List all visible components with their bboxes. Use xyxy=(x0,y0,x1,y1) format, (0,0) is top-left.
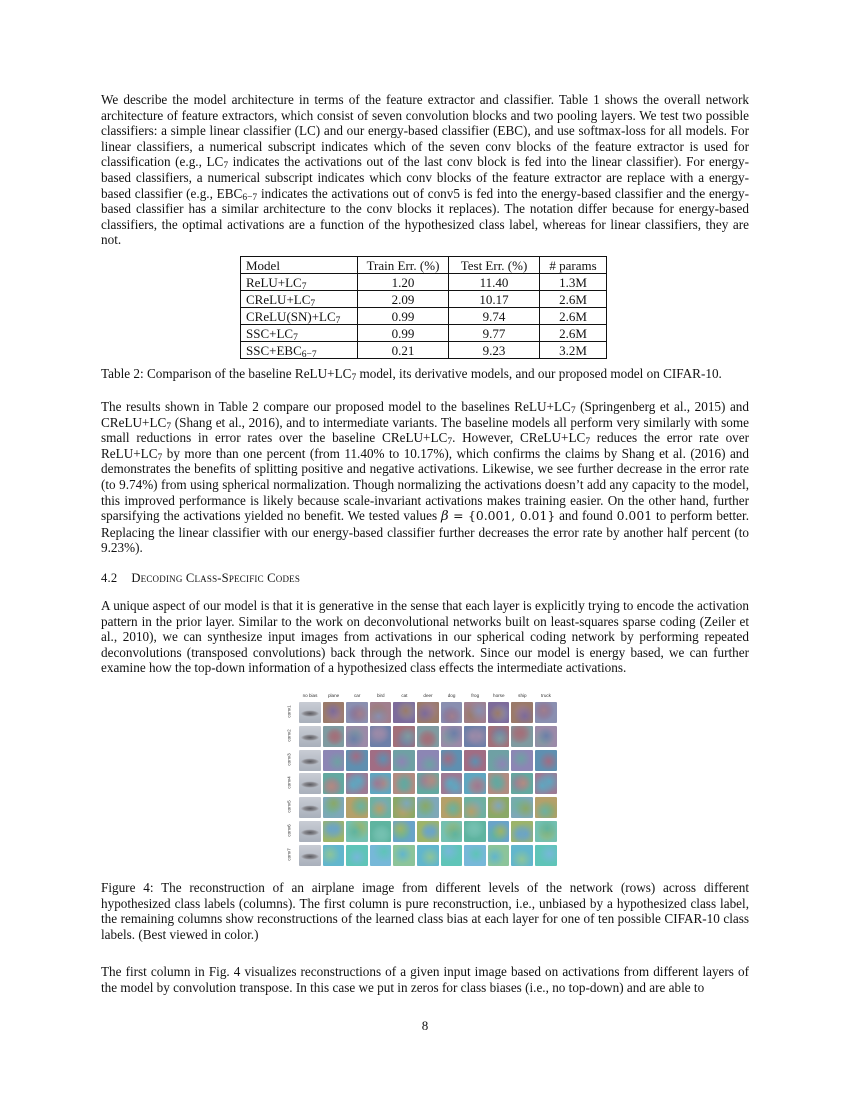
section-title: Decoding Class-Specific Codes xyxy=(131,571,301,585)
reconstruction-thumbnail xyxy=(393,773,415,794)
figure-column-label: cat xyxy=(401,693,408,698)
table-cell-params: 2.6M xyxy=(540,325,607,342)
figure-caption: Figure 4: The reconstruction of an airplane image from different levels of the network (rows) across different hypothesized class labels (columns). The first column is pure reconstruction, i.e., unbiased by a hypothesized class label, the remaining columns show reconstructions of the learned class bias at each layer for one of ten possible CIFAR-10 class labels. (Best viewed in color.) xyxy=(101,880,749,942)
reconstruction-thumbnail xyxy=(299,845,321,866)
table-cell-model xyxy=(241,325,358,342)
math-beta: β xyxy=(440,509,449,525)
subscript: 7 xyxy=(570,406,576,416)
table-cell-params: 1.3M xyxy=(540,274,607,291)
text-span: . However, CReLU+LC xyxy=(452,430,586,446)
reconstruction-thumbnail xyxy=(535,797,557,818)
table-header-train-err: Train Err. (%) xyxy=(358,257,449,274)
reconstruction-thumbnail xyxy=(346,726,368,747)
reconstruction-thumbnail xyxy=(323,750,345,771)
reconstruction-thumbnail xyxy=(346,773,368,794)
section-number: 4.2 xyxy=(101,571,118,585)
table-row xyxy=(241,291,607,308)
reconstruction-thumbnail xyxy=(441,726,463,747)
figure-column-label: bird xyxy=(376,693,385,698)
reconstruction-thumbnail xyxy=(346,845,368,866)
reconstruction-thumbnail xyxy=(346,750,368,771)
reconstruction-thumbnail xyxy=(417,773,439,794)
section-heading xyxy=(101,571,300,586)
reconstruction-thumbnail xyxy=(323,726,345,747)
reconstruction-thumbnail xyxy=(488,821,510,842)
table-cell-model xyxy=(241,342,358,359)
reconstruction-thumbnail xyxy=(464,773,486,794)
reconstruction-thumbnail xyxy=(535,821,557,842)
table-cell-params: 2.6M xyxy=(540,291,607,308)
text-span: indicates the activations out of conv5 is fed into the energy-based classifier and the energy-based classifier has a similar architecture to the conv blocks it replaces). The notation differ because for energy-based classifiers, the optimal activations are a function of the hypothesized class label, whereas for linear classifiers, they are not. xyxy=(101,185,749,248)
table-cell-test: 9.23 xyxy=(449,342,540,359)
table-cell-params: 3.2M xyxy=(540,342,607,359)
text-span: and found xyxy=(555,508,617,524)
paragraph-results xyxy=(101,399,749,556)
math-value: 0.001 xyxy=(616,508,653,524)
model-subscript: 7 xyxy=(293,332,298,343)
text-span: by more than one percent (from 11.40% to 10.17%), which confirms the claims by Shang et al. (2016) and demonstrates the benefits of splitting positive and negative activations. Likewise, we see further decrease in the error rate (to 9.74%) from using spherical normalization. Though normalizing the activations doesn’t add any capacity to the model, this improved performance is likely because scale-invariant activations makes training easier. On the other hand, further sparsifying the activations yielded no benefit. We tested values xyxy=(101,445,749,524)
reconstruction-thumbnail xyxy=(346,821,368,842)
subscript: 7 xyxy=(351,373,357,383)
reconstruction-thumbnail xyxy=(441,845,463,866)
text-span: Table 2: Comparison of the baseline ReLU+LC xyxy=(101,366,352,381)
reconstruction-thumbnail xyxy=(370,750,392,771)
reconstruction-thumbnail xyxy=(441,821,463,842)
reconstruction-thumbnail xyxy=(417,702,439,723)
table-header-row xyxy=(241,257,607,274)
model-name: CReLU(SN)+LC xyxy=(246,308,336,324)
reconstruction-thumbnail xyxy=(323,845,345,866)
reconstruction-thumbnail xyxy=(441,702,463,723)
table-cell-train: 0.99 xyxy=(358,308,449,325)
subscript: 7 xyxy=(585,437,591,448)
figure-column-label: plane xyxy=(327,693,340,698)
reconstruction-thumbnail xyxy=(370,726,392,747)
reconstruction-thumbnail xyxy=(511,726,533,747)
reconstruction-thumbnail xyxy=(299,702,321,723)
reconstruction-thumbnail xyxy=(464,797,486,818)
table-cell-model xyxy=(241,274,358,291)
figure-column-label: dog xyxy=(447,693,456,698)
paragraph-decoding: A unique aspect of our model is that it is generative in the sense that each layer is explicitly trying to encode the activation pattern in the prior layer. Similar to the work on deconvolutional networks built on least-squares sparse coding (Zeiler et al., 2010), we can synthesize input images from activations in our spherical coding network by performing repeated deconvolutions (transposed convolutions) back through the network. Since our model is energy based, we can further examine how the top-down information of a hypothesized class effects the intermediate activations. xyxy=(101,598,749,676)
figure-row-label: conv7 xyxy=(286,848,292,861)
table-row xyxy=(241,308,607,325)
figure-row-label: conv6 xyxy=(286,824,292,837)
reconstruction-thumbnail xyxy=(299,750,321,771)
table-header-params: # params xyxy=(540,257,607,274)
reconstruction-thumbnail xyxy=(393,797,415,818)
figure-column-label: ship xyxy=(518,693,527,698)
figure-row-label: conv2 xyxy=(286,729,292,742)
reconstruction-thumbnail xyxy=(393,750,415,771)
figure-column-label: no bias xyxy=(302,693,318,698)
reconstruction-thumbnail xyxy=(370,821,392,842)
reconstruction-thumbnail xyxy=(535,702,557,723)
model-subscript: 7 xyxy=(310,298,316,309)
reconstruction-thumbnail xyxy=(535,845,557,866)
table-cell-test: 11.40 xyxy=(449,274,540,291)
reconstruction-thumbnail xyxy=(464,702,486,723)
model-subscript: 7 xyxy=(335,315,341,326)
math-values: = {0.001, 0.01} xyxy=(448,508,556,524)
reconstruction-thumbnail xyxy=(488,845,510,866)
reconstruction-thumbnail xyxy=(511,750,533,771)
reconstruction-thumbnail xyxy=(299,773,321,794)
table-header-test-err: Test Err. (%) xyxy=(449,257,540,274)
table-cell-train: 1.20 xyxy=(358,274,449,291)
model-name: ReLU+LC xyxy=(246,274,302,290)
reconstruction-thumbnail xyxy=(511,845,533,866)
text-span: We describe the model architecture in terms of the feature extractor and classifier. Table 1 shows the overall network architecture of feature extractors, which consist of seven convolution blocks and two pooling layers. We test two possible classifiers: a simple linear classifier (LC) and our energy-based classifier (EBC), and use softmax-loss for all models. For linear classifiers, a numerical subscript indicates which of the seven conv blocks of the feature extractor is used for classification (e.g., LC xyxy=(101,92,749,170)
reconstruction-thumbnail xyxy=(417,797,439,818)
text-span: The results shown in Table 2 compare our proposed model to the baselines ReLU+LC xyxy=(101,399,571,414)
text-span: reduces the error rate over ReLU+LC xyxy=(101,430,750,461)
reconstruction-thumbnail xyxy=(346,797,368,818)
reconstruction-thumbnail xyxy=(511,821,533,842)
reconstruction-thumbnail xyxy=(299,821,321,842)
table-cell-model xyxy=(241,308,358,325)
reconstruction-thumbnail xyxy=(535,773,557,794)
reconstruction-thumbnail xyxy=(417,750,439,771)
reconstruction-thumbnail xyxy=(535,750,557,771)
table-header-model: Model xyxy=(241,257,358,274)
subscript: 7 xyxy=(166,421,172,432)
reconstruction-thumbnail xyxy=(464,726,486,747)
reconstruction-thumbnail xyxy=(299,797,321,818)
reconstruction-thumbnail xyxy=(323,773,345,794)
model-name: CReLU+LC xyxy=(246,291,311,307)
reconstruction-thumbnail xyxy=(488,726,510,747)
text-span: (Shang et al., 2016), and to intermediate variants. The baseline models all perform very similarly with some small reductions in error rates over the baseline CReLU+LC xyxy=(101,414,749,446)
table-row xyxy=(241,342,607,359)
figure-reconstruction-grid xyxy=(285,693,561,869)
figure-column-label: frog xyxy=(471,693,480,698)
reconstruction-thumbnail xyxy=(323,797,345,818)
model-name: SSC+EBC xyxy=(246,342,302,358)
results-table xyxy=(240,256,607,359)
model-subscript: 6−7 xyxy=(301,349,317,360)
reconstruction-thumbnail xyxy=(441,773,463,794)
reconstruction-thumbnail xyxy=(417,845,439,866)
text-span: model, its derivative models, and our proposed model on CIFAR-10. xyxy=(356,366,722,381)
table-cell-train: 0.21 xyxy=(358,342,449,359)
figure-row-label: conv5 xyxy=(286,800,292,813)
model-name: SSC+LC xyxy=(246,325,294,341)
reconstruction-thumbnail xyxy=(370,773,392,794)
subscript: 7 xyxy=(447,437,453,448)
reconstruction-thumbnail xyxy=(417,821,439,842)
reconstruction-thumbnail xyxy=(488,797,510,818)
table-cell-test: 10.17 xyxy=(449,291,540,308)
reconstruction-thumbnail xyxy=(511,702,533,723)
table-caption xyxy=(101,366,749,382)
reconstruction-thumbnail xyxy=(511,797,533,818)
reconstruction-thumbnail xyxy=(488,773,510,794)
text-span: (Springenberg et al., 2015) and CReLU+LC xyxy=(101,399,749,430)
reconstruction-thumbnail xyxy=(488,702,510,723)
reconstruction-thumbnail xyxy=(488,750,510,771)
table-cell-model xyxy=(241,291,358,308)
paragraph-architecture xyxy=(101,92,749,248)
reconstruction-thumbnail xyxy=(370,702,392,723)
figure-column-label: deer xyxy=(423,693,433,698)
page-number: 8 xyxy=(421,1018,429,1033)
reconstruction-thumbnail xyxy=(417,726,439,747)
figure-row-label: conv3 xyxy=(286,752,292,766)
reconstruction-thumbnail xyxy=(393,702,415,723)
reconstruction-thumbnail xyxy=(323,702,345,723)
figure-column-label: car xyxy=(353,693,361,698)
table-cell-train: 0.99 xyxy=(358,325,449,342)
table-cell-test: 9.77 xyxy=(449,325,540,342)
text-span: to perform better. Replacing the linear classifier with our energy-based classifier further decreases the error rate by another half percent (to 9.23%). xyxy=(101,508,749,556)
table-row xyxy=(241,325,607,342)
table-row xyxy=(241,274,607,291)
reconstruction-thumbnail xyxy=(393,821,415,842)
paragraph-first-column: The first column in Fig. 4 visualizes reconstructions of a given input image based on activations from different layers of the model by convolution transpose. In this case we put in zeros for class biases (i.e., no top-down) and are able to xyxy=(101,964,749,995)
subscript: 6−7 xyxy=(242,192,258,203)
figure-column-label: horse xyxy=(493,693,505,698)
table-cell-params: 2.6M xyxy=(540,308,607,325)
reconstruction-thumbnail xyxy=(464,821,486,842)
reconstruction-thumbnail xyxy=(535,726,557,747)
table-cell-test: 9.74 xyxy=(449,308,540,325)
reconstruction-thumbnail xyxy=(393,726,415,747)
reconstruction-thumbnail xyxy=(441,750,463,771)
model-subscript: 7 xyxy=(301,281,307,292)
reconstruction-thumbnail xyxy=(511,773,533,794)
subscript: 7 xyxy=(223,161,229,172)
subscript: 7 xyxy=(157,452,163,463)
figure-row-label: conv1 xyxy=(286,705,292,718)
text-span: indicates the activations out of the last conv block is fed into the linear classifier). For energy-based classifiers, a numerical subscript indicates which conv blocks of the feature extractor are replace with a energy-based classifier (e.g., EBC xyxy=(101,154,750,201)
figure-column-label: truck xyxy=(541,693,551,698)
reconstruction-thumbnail xyxy=(441,797,463,818)
reconstruction-thumbnail xyxy=(370,797,392,818)
figure-row-label: conv4 xyxy=(286,776,292,790)
reconstruction-thumbnail xyxy=(346,702,368,723)
reconstruction-thumbnail xyxy=(464,750,486,771)
reconstruction-thumbnail xyxy=(323,821,345,842)
reconstruction-thumbnail xyxy=(464,845,486,866)
reconstruction-thumbnail xyxy=(393,845,415,866)
reconstruction-thumbnail xyxy=(299,726,321,747)
reconstruction-thumbnail xyxy=(370,845,392,866)
table-cell-train: 2.09 xyxy=(358,291,449,308)
